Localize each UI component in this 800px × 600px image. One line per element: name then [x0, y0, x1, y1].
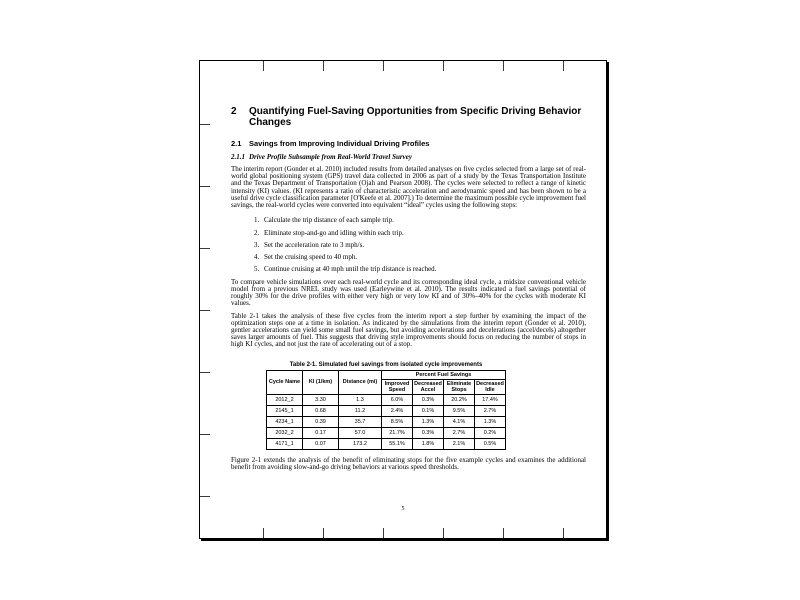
cell-cycle-name: 4171_1: [267, 438, 303, 449]
cell-decreased-idle: 0.5%: [475, 438, 506, 449]
section-heading: [231, 140, 586, 148]
cell-decreased-idle: 17.4%: [475, 394, 506, 405]
cell-cycle-name: 2145_1: [267, 405, 303, 416]
cell-ki: 0.68: [303, 405, 339, 416]
col-header-cycle: Cycle Name: [267, 370, 303, 394]
chapter-number: 2: [231, 106, 237, 117]
cell-distance: 11.2: [339, 405, 382, 416]
col-header-decreased-accel: Decreased Accel: [414, 380, 442, 393]
cell-improved-speed: 8.5%: [382, 416, 413, 427]
cell-improved-speed: 6.0%: [382, 394, 413, 405]
section-number: 2.1: [231, 139, 242, 148]
cell-distance: 35.7: [339, 416, 382, 427]
subsection-heading: [231, 153, 586, 161]
cell-eliminate-stops: 4.1%: [444, 416, 475, 427]
cell-improved-speed: 55.1%: [382, 438, 413, 449]
ideal-cycle-steps-list: [261, 217, 586, 273]
table-row: [267, 427, 506, 438]
col-header-eliminate-stops: Eliminate Stops: [444, 379, 475, 394]
cell-decreased-idle: 1.3%: [475, 416, 506, 427]
paragraph: Figure 2-1 extends the analysis of the benefit of eliminating stops for the five example cycles and examines the additional benefit from avoiding slow-and-go driving behaviors at various speed thresholds.: [231, 455, 586, 471]
col-header-decreased-idle: Decreased Idle: [476, 380, 504, 393]
cell-decreased-accel: 1.3%: [413, 416, 444, 427]
cell-improved-speed: 2.4%: [382, 405, 413, 416]
list-item: 1. Calculate the trip distance of each sample trip.: [261, 217, 586, 224]
table-row: [267, 438, 506, 449]
list-item: 3. Set the acceleration rate to 3 mph/s.: [261, 242, 586, 249]
paragraph: To compare vehicle simulations over each real-world cycle and its corresponding ideal cycle, a midsize conventional vehicle model from a previous NREL study was used (Earleywine et al. 2010). The results indicated a fuel savings potential of roughly 30% for the drive profiles with either very high or very low KI and of 30%–40% for the cycles with moderate KI values.: [231, 277, 586, 308]
subsection-number: 2.1.1: [231, 153, 245, 161]
page-number: 5: [401, 506, 405, 512]
list-item: 4. Set the cruising speed to 40 mph.: [261, 254, 586, 261]
paragraph: Table 2-1 takes the analysis of these five cycles from the interim report a step further by examining the impact of the optimization steps one at a time in isolation. As indicated by the simulations from the interim report (Gonder et al. 2010), gentler accelerations can yield some small fuel savings, but avoiding accelerations and decelerations (accel/decels) altogether saves larger amounts of fuel. This suggests that driving style improvements should focus on reducing the number of stops in high KI cycles, and not just the rate of accelerating out of a stop.: [231, 311, 586, 349]
cell-decreased-idle: 0.2%: [475, 427, 506, 438]
cell-ki: 3.30: [303, 394, 339, 405]
cell-ki: 0.39: [303, 416, 339, 427]
cell-decreased-accel: 0.3%: [413, 427, 444, 438]
cell-decreased-accel: 0.3%: [413, 394, 444, 405]
cell-distance: 1.3: [339, 394, 382, 405]
table-row: [267, 405, 506, 416]
cell-eliminate-stops: 20.2%: [444, 394, 475, 405]
cell-decreased-accel: 1.8%: [413, 438, 444, 449]
cell-decreased-accel: 0.1%: [413, 405, 444, 416]
cell-eliminate-stops: 9.5%: [444, 405, 475, 416]
cell-ki: 0.17: [303, 427, 339, 438]
cell-decreased-idle: 2.7%: [475, 405, 506, 416]
chapter-title: Quantifying Fuel-Saving Opportunities from Specific Driving Behavior Changes: [249, 106, 582, 128]
table-row: [267, 394, 506, 405]
fuel-savings-table: [266, 370, 506, 450]
cell-improved-speed: 21.7%: [382, 427, 413, 438]
col-header-ki: KI (1/km): [303, 370, 339, 394]
cell-distance: 173.2: [339, 438, 382, 449]
document-page: [199, 60, 607, 539]
table-row: [267, 416, 506, 427]
chapter-heading: [231, 106, 586, 128]
cell-distance: 57.0: [339, 427, 382, 438]
list-item: 2. Eliminate stop-and-go and idling within each trip.: [261, 230, 586, 237]
group-header-percent-fuel-savings: Percent Fuel Savings: [382, 370, 506, 379]
subsection-title: Drive Profile Subsample from Real-World Travel Survey: [249, 153, 412, 161]
cell-cycle-name: 4234_1: [267, 416, 303, 427]
col-header-improved-speed: Improved Speed: [382, 379, 413, 394]
col-header-distance: Distance (mi): [339, 370, 382, 394]
page-content: [231, 106, 586, 471]
table-2-1-block: [266, 362, 506, 450]
table-caption: Table 2-1. Simulated fuel savings from isolated cycle improvements: [289, 361, 483, 368]
paragraph: The interim report (Gonder et al. 2010) included results from detailed analyses on five cycles selected from a large set of real-world global positioning system (GPS) travel data collected in 2006 as part of a study by the Texas Transportation Institute and the Texas Department of Transportation (Ojah and Pearson 2008). The cycles were selected to reflect a range of kinetic intensity (KI) values. (KI represents a ratio of characteristic acceleration and aerodynamic speed and has been shown to be a useful drive cycle classification parameter [O'Keefe et al. 2007].) To determine the maximum possible cycle improvement fuel savings, the real-world cycles were converted into equivalent “ideal” cycles using the following steps:: [231, 165, 586, 210]
section-title: Savings from Improving Individual Driving Profiles: [249, 139, 430, 148]
cell-ki: 0.07: [303, 438, 339, 449]
cell-eliminate-stops: 2.1%: [444, 438, 475, 449]
cell-cycle-name: 2032_2: [267, 427, 303, 438]
cell-eliminate-stops: 2.7%: [444, 427, 475, 438]
list-item: 5. Continue cruising at 40 mph until the trip distance is reached.: [261, 266, 586, 273]
cell-cycle-name: 2012_2: [267, 394, 303, 405]
